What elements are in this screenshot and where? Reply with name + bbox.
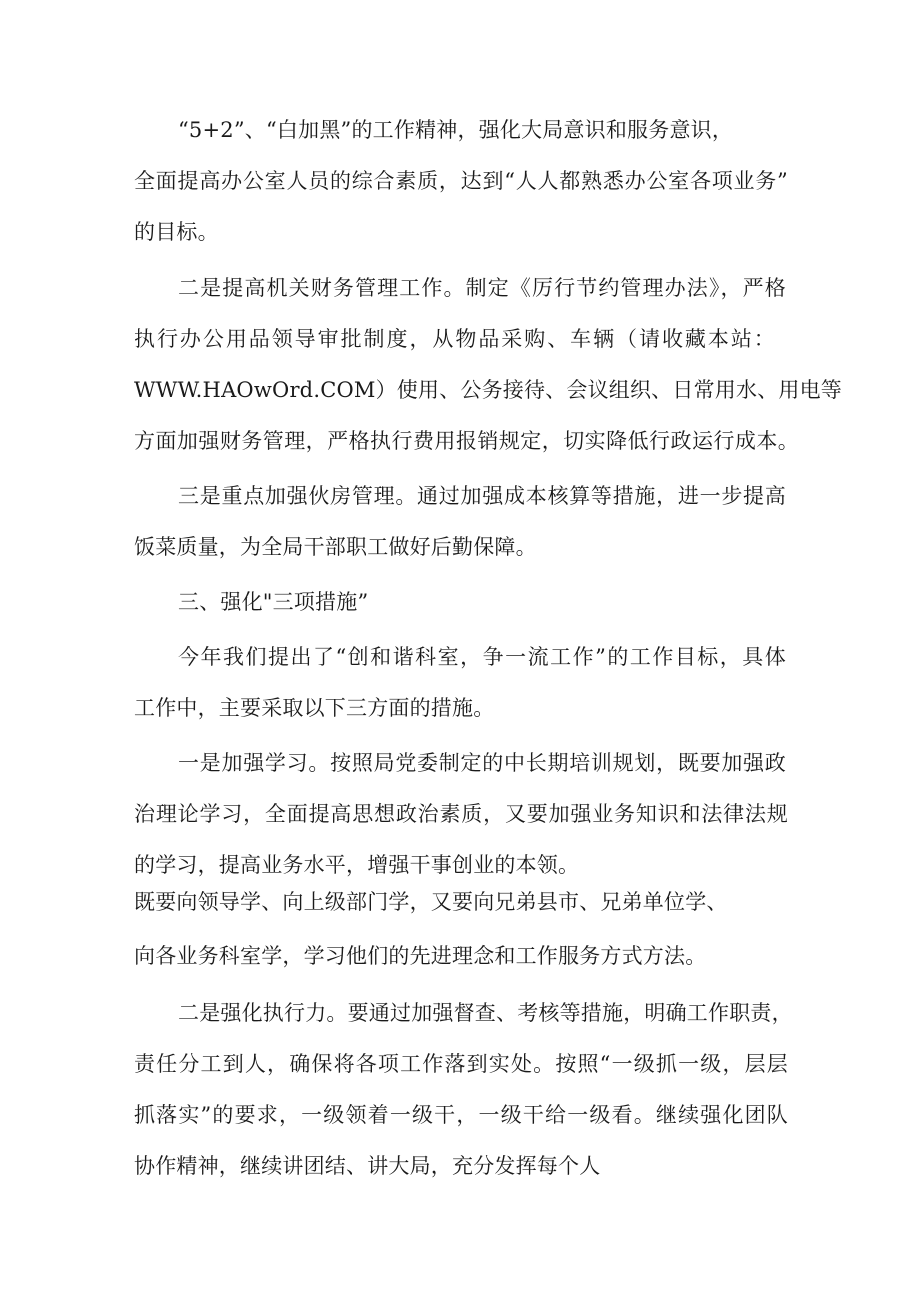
paragraph-5-line-5: 向各业务科室学，学习他们的先进理念和工作服务方式方法。 bbox=[134, 944, 707, 968]
paragraph-5-line-3: 的学习，提高业务水平，增强干事创业的本领。 bbox=[134, 853, 580, 877]
paragraph-6-line-3: 抓落实”的要求，一级领着一级干，一级干给一级看。继续强化团队 bbox=[134, 1103, 788, 1127]
paragraph-2-line-4: 方面加强财务管理，严格执行费用报销规定，切实降低行政运行成本。 bbox=[134, 429, 799, 453]
section-heading: 三、强化"三项措施” bbox=[178, 590, 369, 614]
paragraph-4-line-2: 工作中，主要采取以下三方面的措施。 bbox=[134, 696, 495, 720]
paragraph-6-line-2: 责任分工到人，确保将各项工作落到实处。按照“一级抓一级，层层 bbox=[134, 1052, 788, 1076]
paragraph-4-line-1: 今年我们提出了“创和谐科室，争一流工作”的工作目标，具体 bbox=[178, 645, 786, 669]
paragraph-3-line-2: 饭菜质量，为全局干部职工做好后勤保障。 bbox=[134, 535, 537, 559]
paragraph-2-line-3: WWW.HAOwOrd.COM）使用、公务接待、会议组织、日常用水、用电等 bbox=[134, 378, 842, 402]
paragraph-1-line-2: 全面提高办公室人员的综合素质，达到“人人都熟悉办公室各项业务” bbox=[134, 169, 788, 193]
paragraph-6-line-1: 二是强化执行力。要通过加强督查、考核等措施，明确工作职责， bbox=[178, 1001, 793, 1025]
paragraph-2-line-2: 执行办公用品领导审批制度，从物品采购、车辆（请收藏本站： bbox=[134, 327, 775, 351]
paragraph-2-line-1: 二是提高机关财务管理工作。制定《厉行节约管理办法》，严格 bbox=[178, 276, 786, 300]
paragraph-5-line-1: 一是加强学习。按照局党委制定的中长期培训规划，既要加强政 bbox=[178, 751, 786, 775]
paragraph-5-line-2: 治理论学习，全面提高思想政治素质，又要加强业务知识和法律法规 bbox=[134, 802, 788, 826]
paragraph-1-line-1: “5+2”、“白加黑”的工作精神，强化大局意识和服务意识， bbox=[178, 118, 734, 142]
paragraph-3-line-1: 三是重点加强伙房管理。通过加强成本核算等措施，进一步提高 bbox=[178, 484, 786, 508]
paragraph-1-line-3: 的目标。 bbox=[134, 220, 219, 244]
paragraph-6-line-4: 协作精神，继续讲团结、讲大局，充分发挥每个人 bbox=[134, 1154, 601, 1178]
paragraph-5-line-4: 既要向领导学、向上级部门学，又要向兄弟县市、兄弟单位学、 bbox=[134, 890, 728, 914]
